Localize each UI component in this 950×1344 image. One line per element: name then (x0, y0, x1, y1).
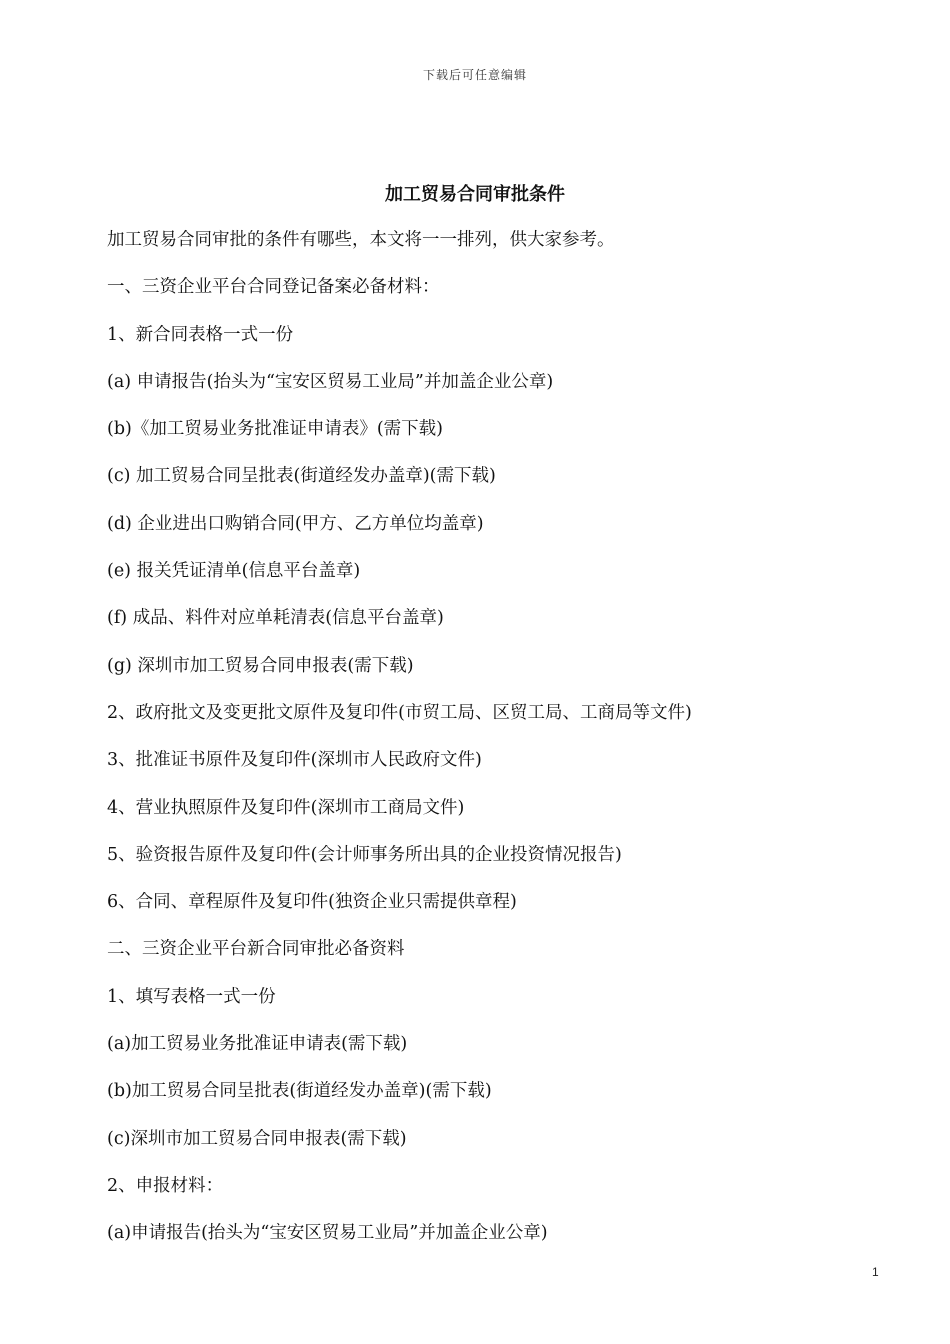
list-item: 2、政府批文及变更批文原件及复印件(市贸工局、区贸工局、工商局等文件) (107, 702, 692, 723)
list-item: (f) 成品、料件对应单耗清表(信息平台盖章) (107, 608, 444, 629)
list-item: (c)深圳市加工贸易合同申报表(需下载) (107, 1128, 407, 1149)
page-number: 1 (872, 1265, 879, 1279)
list-item: 1、新合同表格一式一份 (107, 324, 294, 345)
document-title: 加工贸易合同审批条件 (385, 184, 565, 205)
header-note: 下载后可任意编辑 (422, 68, 527, 82)
section-heading-1: 一、三资企业平台合同登记备案必备材料： (107, 277, 440, 298)
list-item: 5、验资报告原件及复印件(会计师事务所出具的企业投资情况报告) (107, 844, 622, 865)
document-body (107, 226, 887, 1267)
list-item: (a)加工贸易业务批准证申请表(需下载) (107, 1034, 408, 1055)
list-item: 6、合同、章程原件及复印件(独资企业只需提供章程) (107, 892, 517, 913)
list-item: (b)《加工贸易业务批准证申请表》(需下载) (107, 419, 444, 440)
list-item: (d) 企业进出口购销合同(甲方、乙方单位均盖章) (107, 513, 484, 534)
list-item: (c) 加工贸易合同呈批表(街道经发办盖章)(需下载) (107, 466, 496, 487)
list-item: 3、批准证书原件及复印件(深圳市人民政府文件) (107, 750, 482, 771)
list-item: 4、营业执照原件及复印件(深圳市工商局文件) (107, 797, 465, 818)
list-item: 1、填写表格一式一份 (107, 986, 276, 1007)
paragraph-intro: 加工贸易合同审批的条件有哪些，本文将一一排列，供大家参考。 (107, 230, 615, 250)
list-item: (a)申请报告(抬头为“宝安区贸易工业局”并加盖企业公章) (107, 1223, 548, 1244)
list-item: (a) 申请报告(抬头为“宝安区贸易工业局”并加盖企业公章) (107, 371, 554, 392)
section-heading-2: 二、三资企业平台新合同审批必备资料 (107, 939, 405, 960)
list-item: (g) 深圳市加工贸易合同申报表(需下载) (107, 655, 414, 676)
list-item: 2、申报材料： (107, 1175, 224, 1196)
list-item: (b)加工贸易合同呈批表(街道经发办盖章)(需下载) (107, 1081, 492, 1102)
list-item: (e) 报关凭证清单(信息平台盖章) (107, 561, 361, 582)
